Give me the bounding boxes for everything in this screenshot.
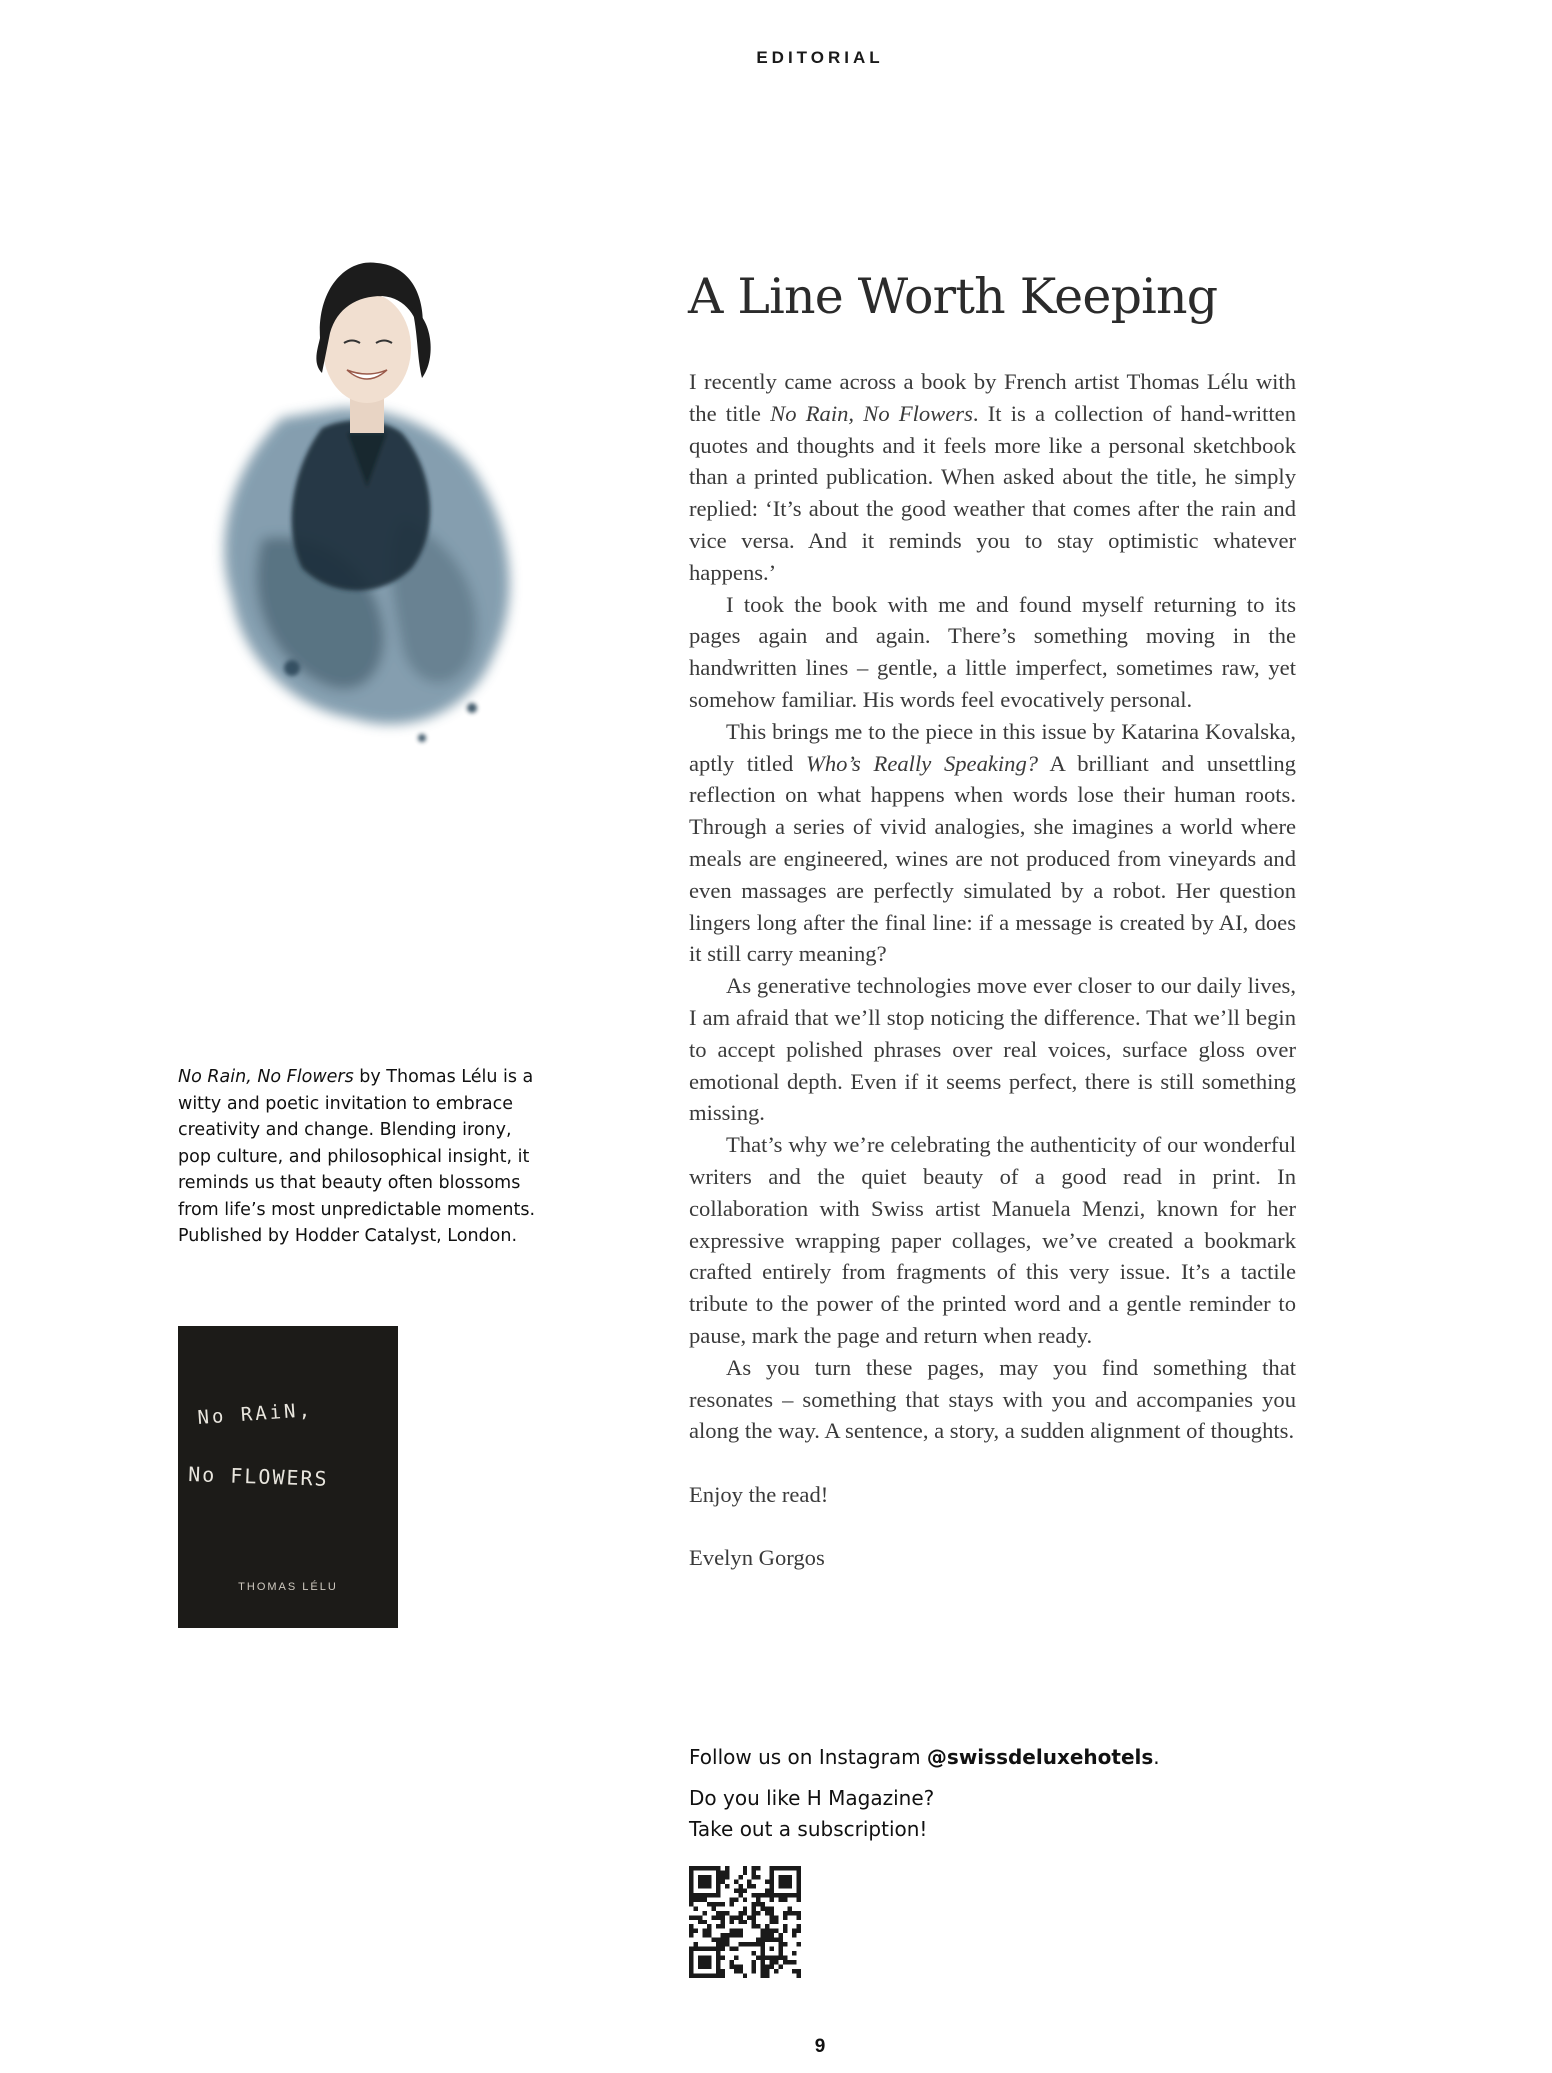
section-label: EDITORIAL [756,48,884,67]
book-cover-line1: No RAiN, [196,1398,314,1429]
article-paragraph: I recently came across a book by French artist Thomas Lélu with the title No Rain, No Flowers. It is a collection of hand-written quotes and thoughts and it feels more like a personal sketchbook than a printed publication. When asked about the title, he simply replied: ‘It’s about the good weather that comes after the rain and vice versa. And it reminds you to stay optimistic whatever happens.’ [689,369,1296,585]
article-paragraph: As generative technologies move ever closer to our daily lives, I am afraid that we’ll stop noticing the difference. That we’ll begin to accept polished phrases over real voices, surface gloss over emotional depth. Even if it seems perfect, there is still something missing. [689,973,1296,1126]
article-signature: Evelyn Gorgos [689,1545,825,1571]
page-number: 9 [814,2036,826,2057]
caption-book-title: No Rain, No Flowers [178,1067,354,1087]
article-paragraph: This brings me to the piece in this issue by Katarina Kovalska, aptly titled Who’s Really Speaking? A brilliant and unsettling reflection on what happens when words lose their human roots. Through a series of vivid analogies, she imagines a world where meals are engineered, wines are not produced from vineyards and even massages are perfectly simulated by a robot. Her question lingers long after the final line: if a message is created by AI, does it still carry meaning? [689,718,1296,967]
qr-code-icon[interactable] [689,1866,801,1978]
article-body [689,366,1296,1574]
book-cover-image [178,1326,398,1628]
article-closing: Enjoy the read! [689,1481,829,1507]
subscribe-line-1: Do you like H Magazine? [689,1786,935,1810]
article-paragraph: As you turn these pages, may you find something that resonates – something that stays with you and accompanies you along the way. A sentence, a story, a sudden alignment of thoughts. [689,1354,1296,1444]
book-cover-line2: No FLOWERS [187,1462,329,1491]
subscribe-line-2: Take out a subscription! [689,1817,928,1841]
article-paragraph: That’s why we’re celebrating the authenticity of our wonderful writers and the quiet beauty of a good read in print. In collaboration with Swiss artist Manuela Menzi, known for her expressive wrapping paper collages, we’ve created a bookmark crafted entirely from fragments of this very issue. It’s a tactile tribute to the power of the printed word and a gentle reminder to pause, mark the page and return when ready. [689,1132,1296,1348]
caption-text: by Thomas Lélu is a witty and poetic invitation to embrace creativity and change. Blending irony, pop culture, and philosophical insight, it reminds us that beauty often blossoms from life’s most unpredictable moments. Published by Hodder Catalyst, London. [178,1067,536,1246]
instagram-handle-link[interactable]: @swissdeluxehotels [926,1745,1154,1769]
footer-block [689,1742,1289,1845]
portrait-illustration [172,238,592,758]
article-paragraph: I took the book with me and found myself returning to its pages again and again. There’s something moving in the handwritten lines – gentle, a little imperfect, sometimes raw, yet somehow familiar. His words feel evocatively personal. [689,591,1296,712]
book-caption [178,1064,548,1250]
article-title: A Line Worth Keeping [688,268,1218,325]
instagram-line: Follow us on Instagram @swissdeluxehotels. [689,1745,1160,1769]
book-cover-author: THOMAS LÉLU [238,1581,338,1593]
